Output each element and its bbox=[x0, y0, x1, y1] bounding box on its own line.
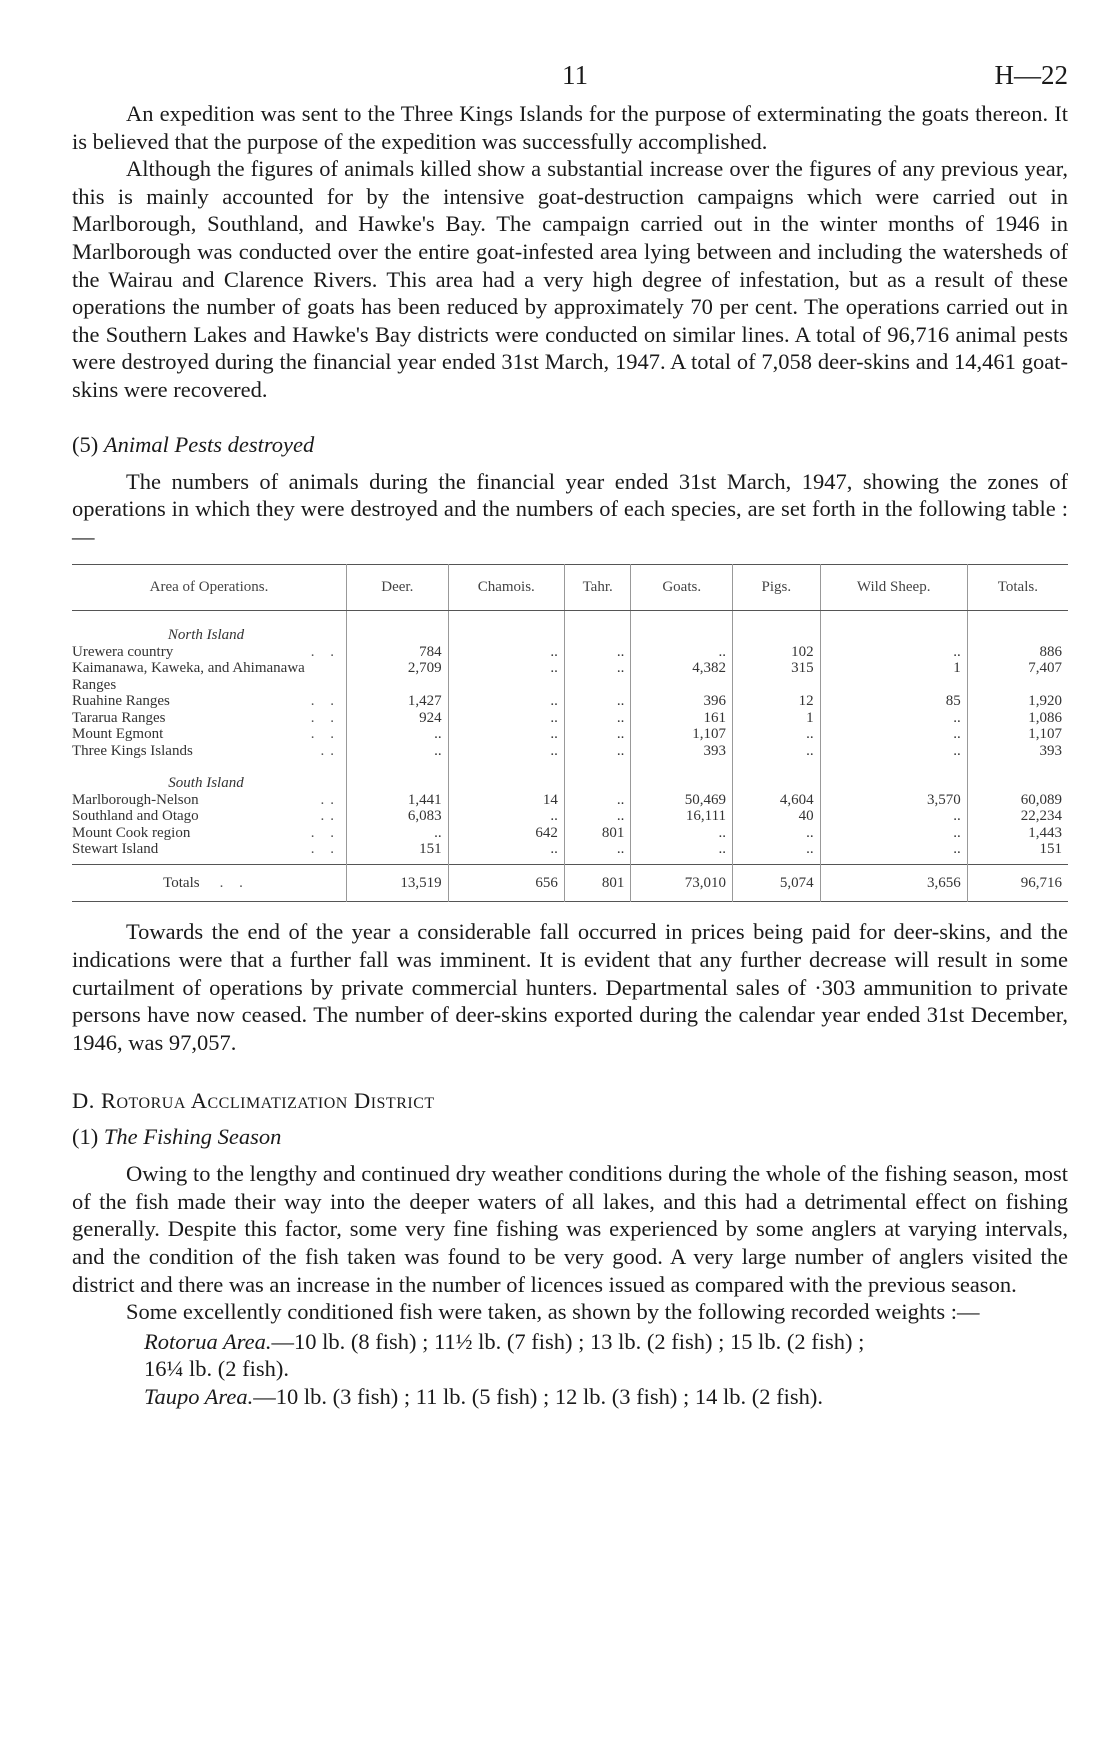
leader-dots: .. bbox=[320, 742, 340, 759]
area-cell bbox=[72, 693, 347, 710]
sheep-cell: .. bbox=[820, 825, 967, 842]
area-name: Totals bbox=[163, 874, 200, 891]
sheep-cell: 3,570 bbox=[820, 792, 967, 809]
section-number: (1) bbox=[72, 1124, 99, 1150]
empty-cell bbox=[820, 759, 967, 792]
tahr-cell: 801 bbox=[564, 864, 631, 902]
total-cell: 1,107 bbox=[967, 726, 1068, 743]
deer-cell: 151 bbox=[347, 841, 449, 858]
pigs-cell: 315 bbox=[733, 660, 821, 693]
empty-cell bbox=[733, 759, 821, 792]
pigs-cell: .. bbox=[733, 726, 821, 743]
total-cell: 393 bbox=[967, 743, 1068, 760]
section-heading-fishing bbox=[72, 1124, 1068, 1150]
area-name: Three Kings Islands bbox=[72, 742, 193, 759]
goats-cell: .. bbox=[631, 841, 733, 858]
table-header-row bbox=[72, 565, 1068, 611]
area-cell bbox=[72, 644, 347, 661]
table-row bbox=[72, 726, 1068, 743]
section-heading-animal-pests bbox=[72, 432, 1068, 458]
table-group-row bbox=[72, 611, 1068, 644]
document-reference: H—22 bbox=[994, 60, 1068, 90]
tahr-cell: .. bbox=[564, 792, 631, 809]
total-cell: 1,920 bbox=[967, 693, 1068, 710]
table-row bbox=[72, 644, 1068, 661]
chamois-cell: 656 bbox=[448, 864, 564, 902]
deer-cell: 924 bbox=[347, 710, 449, 727]
page-header bbox=[72, 60, 1068, 100]
sheep-cell: .. bbox=[820, 808, 967, 825]
total-cell: 7,407 bbox=[967, 660, 1068, 693]
section-letter: D. bbox=[72, 1088, 95, 1114]
empty-cell bbox=[564, 759, 631, 792]
goats-cell: .. bbox=[631, 644, 733, 661]
area-cell bbox=[72, 710, 347, 727]
section-title: Rotorua Acclimatization District bbox=[101, 1088, 435, 1114]
deer-cell: 784 bbox=[347, 644, 449, 661]
area-name: Stewart Island bbox=[72, 841, 159, 858]
leader-dots: . . bbox=[310, 824, 340, 841]
header-wild-sheep: Wild Sheep. bbox=[820, 565, 967, 611]
deer-cell: 2,709 bbox=[347, 660, 449, 693]
header-chamois: Chamois. bbox=[448, 565, 564, 611]
area-cell bbox=[72, 743, 347, 760]
area-cell bbox=[72, 792, 347, 809]
empty-cell bbox=[564, 611, 631, 644]
paragraph-weights-intro: Some excellently conditioned fish were taken, as shown by the following recorded weights :— bbox=[126, 1299, 980, 1325]
pigs-cell: 102 bbox=[733, 644, 821, 661]
total-cell: 60,089 bbox=[967, 792, 1068, 809]
empty-cell bbox=[448, 759, 564, 792]
goats-cell: 1,107 bbox=[631, 726, 733, 743]
table-row bbox=[72, 841, 1068, 858]
goats-cell: 393 bbox=[631, 743, 733, 760]
header-pigs: Pigs. bbox=[733, 565, 821, 611]
tahr-cell: .. bbox=[564, 660, 631, 693]
deer-cell: .. bbox=[347, 726, 449, 743]
section-number: (5) bbox=[72, 431, 99, 457]
sheep-cell: .. bbox=[820, 743, 967, 760]
pigs-cell: .. bbox=[733, 743, 821, 760]
area-name: Mount Cook region bbox=[72, 824, 191, 841]
area-name: Kaimanawa, Kaweka, and Ahimanawa Ranges bbox=[72, 660, 305, 693]
total-cell: 22,234 bbox=[967, 808, 1068, 825]
header-tahr: Tahr. bbox=[564, 565, 631, 611]
chamois-cell: .. bbox=[448, 693, 564, 710]
empty-cell bbox=[967, 759, 1068, 792]
chamois-cell: .. bbox=[448, 743, 564, 760]
chamois-cell: 14 bbox=[448, 792, 564, 809]
tahr-cell: .. bbox=[564, 644, 631, 661]
pigs-cell: .. bbox=[733, 825, 821, 842]
table-row bbox=[72, 743, 1068, 760]
taupo-weights bbox=[72, 1383, 1068, 1411]
sheep-cell: .. bbox=[820, 726, 967, 743]
leader-dots: .. bbox=[320, 791, 340, 808]
area-cell bbox=[72, 726, 347, 743]
deer-cell: 13,519 bbox=[347, 864, 449, 902]
tahr-cell: .. bbox=[564, 808, 631, 825]
area-cell bbox=[72, 808, 347, 825]
empty-cell bbox=[448, 611, 564, 644]
area-name: Urewera country bbox=[72, 643, 174, 660]
deer-cell: .. bbox=[347, 743, 449, 760]
chamois-cell: .. bbox=[448, 644, 564, 661]
goats-cell: 4,382 bbox=[631, 660, 733, 693]
goats-cell: 161 bbox=[631, 710, 733, 727]
leader-dots: .. bbox=[320, 808, 340, 825]
chamois-cell: .. bbox=[448, 710, 564, 727]
total-cell: 886 bbox=[967, 644, 1068, 661]
goats-cell: .. bbox=[631, 825, 733, 842]
area-cell bbox=[72, 660, 347, 693]
paragraph-deer-skins: Towards the end of the year a considerable fall occurred in prices being paid for deer-skins, and the indications were that a further fall was imminent. It is evident that any further decrease will result in some curtailment of operations by private commercial hunters. Departmental sales of ·303 ammunition to private persons have now ceased. The number of deer-skins exported during the calendar year ended 31st December, 1946, was 97,057. bbox=[72, 919, 1068, 1055]
area-cell bbox=[72, 864, 347, 902]
empty-cell bbox=[733, 611, 821, 644]
leader-dots: . . bbox=[310, 841, 340, 858]
empty-cell bbox=[967, 611, 1068, 644]
header-deer: Deer. bbox=[347, 565, 449, 611]
sheep-cell: .. bbox=[820, 841, 967, 858]
sheep-cell: .. bbox=[820, 644, 967, 661]
area-name: Southland and Otago bbox=[72, 808, 199, 825]
pigs-cell: 40 bbox=[733, 808, 821, 825]
area-name: Mount Egmont bbox=[72, 726, 164, 743]
chamois-cell: 642 bbox=[448, 825, 564, 842]
leader-dots: . . bbox=[310, 726, 340, 743]
total-cell: 1,443 bbox=[967, 825, 1068, 842]
chamois-cell: .. bbox=[448, 660, 564, 693]
section-title: Animal Pests destroyed bbox=[103, 431, 315, 457]
paragraph-campaigns: Although the figures of animals killed show a substantial increase over the figures of any previous year, this is mainly accounted for by the intensive goat-destruction campaigns which were carried out in Marlborough, Southland, and Hawke's Bay. The campaign carried out in the winter months of 1946 in Marlborough was conducted over the entire goat-infested area lying between and including the watersheds of the Wairau and Clarence Rivers. This area had a very high degree of infestation, but as a result of these operations the number of goats has been reduced by approximately 70 per cent. The operations carried out in the Southern Lakes and Hawke's Bay districts were conducted on similar lines. A total of 96,716 animal pests were destroyed during the financial year ended 31st March, 1947. A total of 7,058 deer-skins and 14,461 goat-skins were recovered. bbox=[72, 156, 1068, 402]
paragraph-expedition: An expedition was sent to the Three Kings Islands for the purpose of exterminating the goats thereon. It is believed that the purpose of the expedition was successfully accomplished. bbox=[72, 101, 1068, 154]
leader-dots: . . bbox=[219, 874, 249, 891]
goats-cell: 50,469 bbox=[631, 792, 733, 809]
goats-cell: 396 bbox=[631, 693, 733, 710]
taupo-area-label: Taupo Area. bbox=[144, 1384, 254, 1410]
chamois-cell: .. bbox=[448, 841, 564, 858]
table-row bbox=[72, 660, 1068, 693]
tahr-cell: 801 bbox=[564, 825, 631, 842]
leader-dots: . . bbox=[310, 643, 340, 660]
header-area: Area of Operations. bbox=[72, 565, 347, 611]
table-row bbox=[72, 710, 1068, 727]
page-number: 11 bbox=[562, 60, 588, 90]
empty-cell bbox=[347, 611, 449, 644]
total-cell: 1,086 bbox=[967, 710, 1068, 727]
sheep-cell: .. bbox=[820, 710, 967, 727]
recorded-weights bbox=[72, 1328, 1068, 1411]
group-label: South Island bbox=[168, 775, 244, 792]
goats-cell: 73,010 bbox=[631, 864, 733, 902]
totals-row bbox=[72, 864, 1068, 902]
rotorua-weights-continued: 16¼ lb. (2 fish). bbox=[144, 1356, 289, 1382]
goats-cell: 16,111 bbox=[631, 808, 733, 825]
tahr-cell: .. bbox=[564, 743, 631, 760]
empty-cell bbox=[631, 759, 733, 792]
empty-cell bbox=[631, 611, 733, 644]
table-row bbox=[72, 808, 1068, 825]
leader-dots: . . bbox=[310, 693, 340, 710]
deer-cell: 1,441 bbox=[347, 792, 449, 809]
group-label: North Island bbox=[167, 627, 245, 644]
tahr-cell: .. bbox=[564, 726, 631, 743]
paragraph-table-intro: The numbers of animals during the financial year ended 31st March, 1947, showing the zones of operations in which they were destroyed and the numbers of each species, are set forth in the following table :— bbox=[72, 468, 1068, 549]
header-totals: Totals. bbox=[967, 565, 1068, 611]
area-cell bbox=[72, 825, 347, 842]
leader-dots: . . bbox=[310, 709, 340, 726]
table-row bbox=[72, 792, 1068, 809]
total-cell: 151 bbox=[967, 841, 1068, 858]
animal-pests-table bbox=[72, 564, 1068, 902]
pigs-cell: .. bbox=[733, 841, 821, 858]
area-name: Marlborough-Nelson bbox=[72, 791, 199, 808]
rotorua-weights bbox=[72, 1328, 1068, 1356]
table-row bbox=[72, 825, 1068, 842]
table-group-row bbox=[72, 759, 1068, 792]
pigs-cell: 1 bbox=[733, 710, 821, 727]
section-heading-rotorua bbox=[72, 1088, 1068, 1114]
pigs-cell: 12 bbox=[733, 693, 821, 710]
tahr-cell: .. bbox=[564, 693, 631, 710]
header-goats: Goats. bbox=[631, 565, 733, 611]
tahr-cell: .. bbox=[564, 841, 631, 858]
deer-cell: 1,427 bbox=[347, 693, 449, 710]
chamois-cell: .. bbox=[448, 726, 564, 743]
empty-cell bbox=[347, 759, 449, 792]
tahr-cell: .. bbox=[564, 710, 631, 727]
pigs-cell: 5,074 bbox=[733, 864, 821, 902]
rotorua-area-label: Rotorua Area. bbox=[144, 1328, 272, 1354]
deer-cell: 6,083 bbox=[347, 808, 449, 825]
table-row bbox=[72, 693, 1068, 710]
empty-cell bbox=[820, 611, 967, 644]
area-name: Tararua Ranges bbox=[72, 709, 166, 726]
area-name: Ruahine Ranges bbox=[72, 693, 170, 710]
chamois-cell: .. bbox=[448, 808, 564, 825]
rotorua-weights-line: —10 lb. (8 fish) ; 11½ lb. (7 fish) ; 13 lb. (2 fish) ; 15 lb. (2 fish) ; bbox=[271, 1328, 865, 1354]
taupo-weights-line: —10 lb. (3 fish) ; 11 lb. (5 fish) ; 12 lb. (3 fish) ; 14 lb. (2 fish). bbox=[253, 1384, 823, 1410]
sheep-cell: 85 bbox=[820, 693, 967, 710]
paragraph-fishing-season: Owing to the lengthy and continued dry weather conditions during the whole of the fishing season, most of the fish made their way into the deeper waters of all lakes, and this had a detrimental effect on fishing generally. Despite this factor, some very fine fishing was experienced by some anglers at varying intervals, and the condition of the fish taken was found to be very good. A very large number of anglers visited the district and there was an increase in the number of licences issued as compared with the previous season. bbox=[72, 1161, 1068, 1297]
document-page bbox=[72, 60, 1068, 1411]
pigs-cell: 4,604 bbox=[733, 792, 821, 809]
area-cell bbox=[72, 841, 347, 858]
section-title: The Fishing Season bbox=[103, 1124, 282, 1150]
sheep-cell: 1 bbox=[820, 660, 967, 693]
deer-cell: .. bbox=[347, 825, 449, 842]
sheep-cell: 3,656 bbox=[820, 864, 967, 902]
total-cell: 96,716 bbox=[967, 864, 1068, 902]
